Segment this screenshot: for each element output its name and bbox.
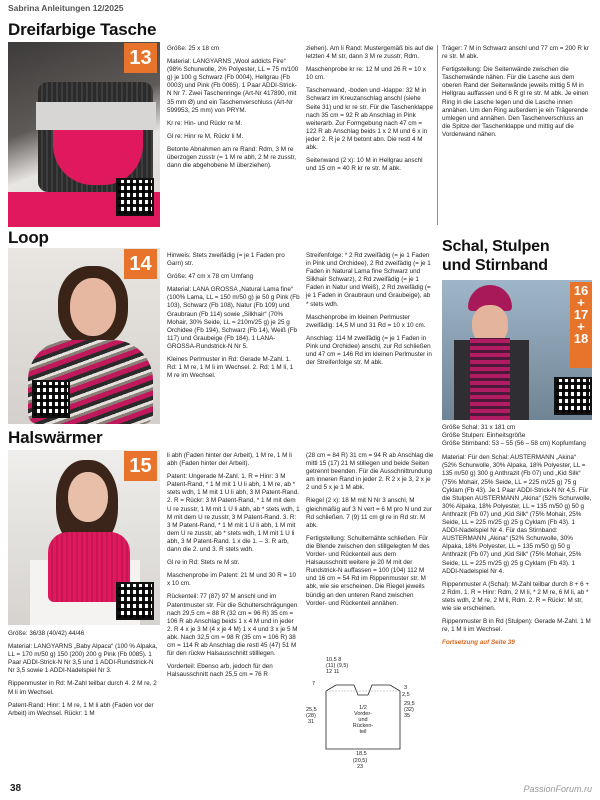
diag-right3: 35 [404, 713, 411, 719]
diag-center5: teil [359, 729, 367, 735]
tasche-traeger: Träger: 7 M in Schwarz anschl und 77 cm = 200 R kr re str. M abk. [442, 45, 589, 61]
number-badge-13: 13 [124, 43, 157, 73]
diag-right1: 29,5 [404, 701, 415, 707]
qr-code-tasche[interactable] [116, 178, 154, 216]
diag-center [348, 705, 378, 735]
diag-left4: 31 [308, 719, 315, 725]
tasche-gl-re: Gl re: Hinr re M, Rückr li M. [167, 132, 244, 140]
loop-perlmuster: Kleines Perlmuster in Rd: Gerade M-Zahl. 1. Rd: 1 M re, 1 M li im Wechsel. 2. Rd: 1 M li, 1 M re im Wechsel. [167, 356, 294, 380]
diag-unit1: 3 [404, 685, 408, 691]
tasche-col3 [442, 45, 592, 144]
title-halswaermer: Halswärmer [8, 428, 103, 447]
schematic-diagram [306, 655, 434, 760]
title-loop: Loop [8, 228, 49, 247]
num-plus2: + [577, 319, 585, 334]
halswaermer-col2 [167, 452, 300, 684]
diag-left3: (28) [306, 713, 316, 719]
halswaermer-col1 [8, 630, 161, 723]
tasche-seitenwand: Seitenwand (2 x): 10 M in Hellgrau anschl und 15 cm = 40 R kr re str. M abk. [306, 157, 423, 173]
tasche-abnahmen: Betonte Abnahmen am re Rand: Rdm, 3 M re überzogen zusstr (= 1 M re abh, 2 M re zusstr, dann die abgehobene M überziehen). [167, 145, 296, 170]
hw-vorderteil: Vorderteil: Ebenso arb, jedoch für den Halsausschnitt nach 25,5 cm = 76 R [167, 663, 273, 679]
diag-left2: 25,5 [306, 707, 317, 713]
tasche-col1 [167, 45, 300, 175]
hw-riegel: Riegel (2 x): 18 M mit N Nr 3 anschl, M gleichmäßig auf 3 N vert = 6 M pro N und zur Rd schließen. 7 (9) 11 cm gl re in Rd str. M abk. [306, 497, 432, 529]
qr-code-loop[interactable] [32, 380, 70, 418]
hw-gl-re: Gl re in Rd: Stets re M str. [167, 559, 240, 567]
hw-maschenprobe: Maschenprobe im Patent: 21 M und 30 R = 10 x 10 cm. [167, 572, 296, 588]
qr-code-halswaermer[interactable] [116, 582, 154, 620]
face3 [68, 472, 108, 522]
magazine-header: Sabrina Anleitungen 12/2025 [8, 3, 124, 13]
tasche-taschenwand: Taschenwand, -boden und -klappe: 32 M in Schwarz im Kreuzanschlag anschl (siehe Seite 31) und kr re str. Für die Taschenklappe nach 35 cm = 92 R ab Anschlag in Pink weiterarb. Zur Formgebung nach 47 cm = 122 R ab Anschlag beids 1 x 2 M und 6 x in jeder 2. R je 2 M betont abn. Die restl 4 M abk. [306, 87, 433, 152]
schal-size-schal: Größe Schal: 31 x 181 cm [442, 424, 516, 431]
divider [437, 45, 438, 225]
num-plus1: + [577, 295, 585, 310]
bag-stripe [36, 102, 156, 130]
page-number: 38 [10, 783, 22, 794]
title-schal-line1: Schal, Stulpen [442, 238, 550, 255]
num-18: 18 [573, 331, 589, 346]
schal-size-stulpen: Größe Stulpen: Einheitsgröße [442, 432, 526, 440]
diag-center2: Vorder- [353, 711, 373, 717]
loop-material: Material: LANA GROSSA „Natural Lama fine“ (100% Lama, LL = 150 m/50 g) je 50 g Pink (Fb 103), Schwarz (Fb 108), Natur (Fb 109) und Graubraun (Fb 114) sowie „Silkhair“ (70% Mohair, 30% Seide, LL = 210m/25 g) je 25 g Orchidee (Fb 194), Schwarz (Fb 14), Weiß (Fb 117) und Graubeige (Fb 184). 1 LANA-GROSSA-Rundstrick-N Nr 5. [167, 286, 300, 350]
schal-rippen-a: Rippenmuster A (Schal): M-Zahl teilbar durch 8 + 6 + 2 Rdm. 1. R = Hinr: Rdm, 2 M li, * 2 M re, 6 M li, ab * stets wdh, 2 M re, 2 M li, Rdm. 2. R = Rückr: M str, wie sie erscheinen. [442, 580, 589, 612]
loop-anschlag: Anschlag: 114 M zweifädig (= je 1 Faden in Pink und Orchidee) anschl, zur Rd schließen und 47 cm = 146 Rd im kleinen Perlmuster in der Streifenfolge str. M abk. [306, 334, 432, 367]
hw-rippen: Rippenmuster in Rd: M-Zahl teilbar durch 4. 2 M re, 2 M li im Wechsel. [8, 680, 157, 696]
hw-patent: Patent: Ungerade M-Zahl. 1. R = Hinr: 3 M Patent-Rand, * 1 M mit 1 U li abh, 1 M re, ab * stets wdh, 1 M mit 1 U li abh, 3 M Patent-Rand. 2. R = Rückr: 3 M Patent-Rand, * 1 M mit dem U re zusstr, 1 M mit 1 U li abh, ab * stets wdh, 1 M mit dem U re zusstr, 3 M Patent-Rand. 3. R: 3 M Patent-Rand, * 1 M mit 1 U li abh, 1 M mit dem U re zusstr, ab * stets wdh, 1 M mit 1 U li abh, 3 M Patent-Rand. 1 x die 1. – 3. R arb, dann die 2. und 3. R stets wdh. [167, 473, 300, 554]
tasche-fertigstellung: Fertigstellung: Die Seitenwände zwischen die Taschenwände nähen. Für die Lasche aus dem oberen Rand der Seitenwände jeweils mittig 5 M in Hellgrau auffassen und 6 R gl re str. M abk. Je einen Ring in die Lasche legen und die Lasche innen annähen. Um den Ring außerdem je ein Trägerende umlegen und annähen. Den Taschenverschluss an die Spitze der Taschenklappe und mittig auf die Vorderwand nähen. [442, 66, 589, 138]
face [70, 278, 116, 336]
number-badge-14: 14 [124, 249, 157, 279]
diag-right2: (32) [404, 707, 414, 713]
qr-code-schal[interactable] [554, 377, 592, 415]
diag-bottom1: 18,5 [356, 751, 367, 757]
loop-hinweis: Hinweis: Stets zweifädig (= je 1 Faden pro Garn) str. [167, 252, 285, 268]
loop-maschenprobe: Maschenprobe im kleinen Perlmuster zweifädig: 14,5 M und 31 Rd = 10 x 10 cm. [306, 313, 426, 329]
tasche-size: Größe: 25 x 18 cm [167, 45, 220, 52]
diag-bottom-extra [345, 758, 375, 770]
halswaermer-col3 [306, 452, 434, 613]
hw-patent-rand: Patent-Rand: Hinr: 1 M re, 1 M li abh (Faden vor der Arbeit) im Wechsel. Rückr: 1 M [8, 701, 154, 717]
diag-bottom3: 23 [356, 764, 364, 770]
hw-size: Größe: 36/38 (40/42) 44/46 [8, 630, 85, 637]
schal-sizes [442, 424, 592, 448]
schal-rippen-b: Rippenmuster B in Rd (Stulpen): Gerade M-Zahl. 1 M re, 1 M li im Wechsel. [442, 618, 591, 634]
diag-center1: 1/2 [359, 705, 367, 711]
number-badge-15: 15 [124, 451, 157, 481]
diag-bottom2: (20,5) [352, 758, 368, 764]
hw-rueckenteil: Rückenteil: 77 (87) 97 M anschl und im Patentmuster str. Für die Schulterschrägungen nach 29,5 cm = 88 R (32 cm = 96 R) 35 cm = 106 R ab Anschlag beids 1 x 4 M und in jeder 2. R 4 x je 3 M (4 x je 4 M) 1 x 4 und 3 x je 5 M abk. Nach 32,5 cm = 98 R (35 cm = 106 R) 38 cm = 114 R ab Anschlag die restl 45 (47) 51 M für den rückw Halsausschnitt stilllegen. [167, 593, 298, 658]
schal [470, 338, 510, 420]
hw-patent-rand-cont: li abh (Faden hinter der Arbeit), 1 M re, 1 M li abh (Faden hinter der Arbeit). [167, 452, 292, 468]
loop-col1 [167, 252, 300, 385]
schal-material: Material: Für den Schal: AUSTERMANN „Akina“ (52% Schurwolle, 30% Alpaka, 18% Polyester, LL = 135 m/50 g) 300 g Anthrazit (Fb 07) und „Kid Silk“ (75% Mohair, 25% Seide, LL = 225 m/25 g) 75 g Cyklam (Fb 43). Je 1 Paar ADDI-Strick-N Nr 4,5. Für die Stulpen AUSTERMANN „Akina“ (52% Schurwolle, 30% Alpaka, 18% Polyester, LL = 135 m/50 g) 50 g Anthrazit (Fb 07) und „Kid Silk“ (75% Mohair, 25% Seide, LL = 225 m/25 g) 25 g Cyklam (Fb 43). 1 ADDI-Nadelspiel Nr 4. Für das Stirnband: AUSTERMANN „Akina“ (52% Schurwolle, 30% Alpaka, 18% Polyester, LL = 135 m/50 g) 50 g Anthrazit (Fb 07) und „Kid Silk“ (75% Mohair, 25% Seide, LL = 225 m/25 g) 25 g Cyklam (Fb 43). 1 ADDI-Nadelspiel Nr 4. [442, 454, 592, 575]
schal-size-stirnband: Größe Stirnband: 53 – 55 (56 – 58 cm) Kopfumfang [442, 440, 586, 448]
title-tasche: Dreifarbige Tasche [8, 20, 157, 39]
schal-col [442, 424, 592, 652]
hw-material: Material: LANGYARNS „Baby Alpaca“ (100 % Alpaka, LL = 170 m/50 g) 150 (200) 200 g Pink (Fb 0085). 1 Paar ADDI-Strick-N Nr 3,5 und 1 ADDI-Rundstrick-N Nr 3,5 sowie 1 ADDI-Nadelspiel Nr 3. [8, 643, 158, 675]
tasche-material: Material: LANGYARNS „Wool addicts Fire“ (98% Schurwolle, 2% Polyester, LL = 75 m/100 g) je 100 g Schwarz (Fb 0004), Hellgrau (Fb 0003) und Pink (Fb 0065). 1 Paar ADDI-Strick-N Nr 7. Zwei Taschenringe (Art-Nr 417890, mit 35 mm Ø) und ein Taschenverschluss (Art-Nr 599953, 25 mm) von PRYM. [167, 58, 299, 114]
num-16: 16 [573, 283, 589, 298]
diag-top3: 12 11 [326, 669, 340, 675]
loop-streifen: Streifenfolge: * 2 Rd zweifädig (= je 1 Faden in Pink und Orchidee), 2 Rd zweifädig (= je 1 Faden in Natural Lama fine Schwarz und Silkhair Schwarz), 2 Rd zweifädig (= je 1 Faden in Natur und Weiß), 2 Rd zweifädig (= je 1 Faden in Graubraun und Graubeige), ab * stets wdh. [306, 252, 431, 308]
diag-left1: 7 [312, 681, 316, 687]
hw-fertigstellung: Fertigstellung: Schulternähte schließen. Für die Blende zwischen den stillgelegten M des Vorder- und Rückenteil aus dem Halsausschnitt weitere je 20 M mit der Rundstrick-N auffassen = 100 (104) 112 M und 16 cm = 54 Rd im Rippenmuster str. M abk, wie sie erscheinen. Die Riegel jeweils bündig an den unteren Rand zwischen Vorder- und Rückenteil annähen. [306, 534, 430, 607]
diag-unit2: 2,5 [402, 692, 410, 698]
diag-top2: (11) (9,5) [326, 663, 349, 669]
loop-col2 [306, 252, 434, 372]
title-schal [442, 237, 549, 275]
watermark: PassionForum.ru [523, 784, 592, 794]
tasche-maschenprobe: Maschenprobe kr re: 12 M und 26 R = 10 x 10 cm. [306, 66, 426, 82]
loop-size: Größe: 47 cm x 78 cm Umfang [167, 273, 254, 281]
diag-center3: und [358, 717, 368, 723]
title-schal-line2: und Stirnband [442, 257, 548, 274]
diag-center4: Rücken- [352, 723, 374, 729]
continued-note: Fortsetzung auf Seite 39 [442, 639, 515, 647]
tasche-abnahmen-li: ziehen). Am li Rand: Mustergemäß bis auf die letzten 4 M str, dann 3 M re zusstr, Rdm. [306, 45, 434, 61]
diag-top1: 10,5 8 [326, 657, 342, 663]
tasche-kr-re: Kr re: Hin- und Rückr re M. [167, 119, 243, 127]
tasche-col2 [306, 45, 434, 178]
number-badge-16-18 [570, 282, 592, 368]
num-17: 17 [573, 307, 589, 322]
hw-ausschnitt: (28 cm = 84 R) 31 cm = 94 R ab Anschlag die mittl 15 (17) 21 M stillegen und beide Seiten getrennt beenden. Für die Ausschnittrundung am inneren Rand in jeder 2. R 2 x je 3, 2 x je 2 und 5 x je 1 M abk. [306, 452, 434, 492]
